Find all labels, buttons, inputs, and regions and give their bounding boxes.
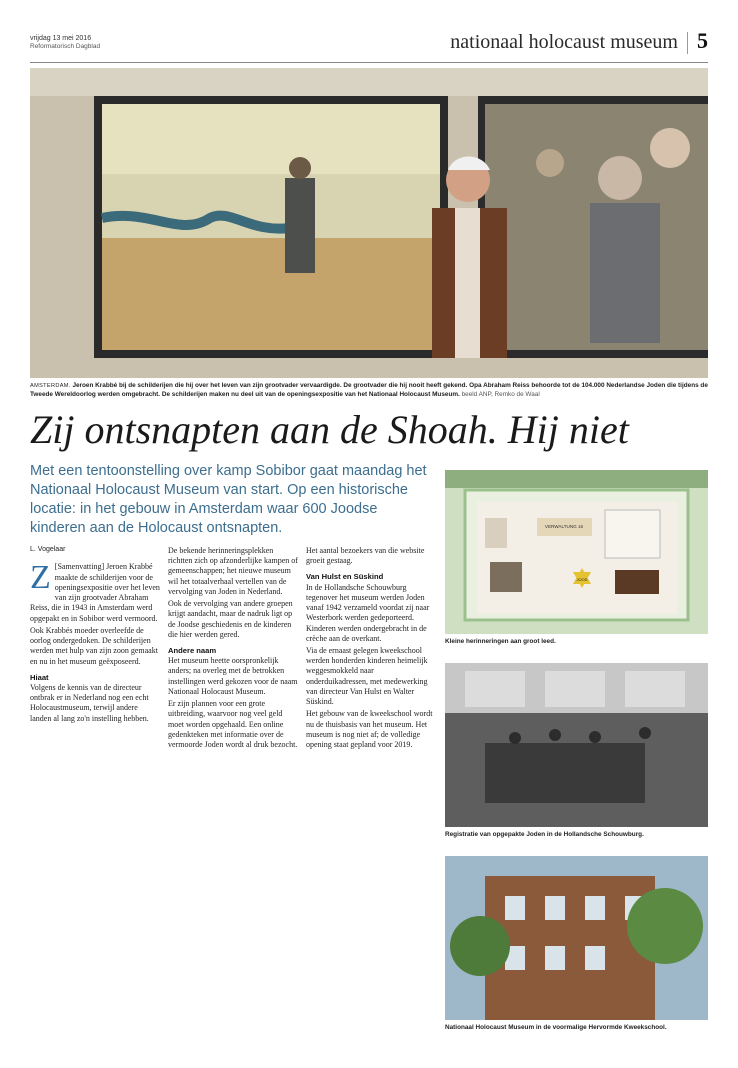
article-paragraph: Het aantal bezoekers van die website groeit gestaag. [306,546,425,566]
registration-illustration [445,663,708,827]
caption-text: Jeroen Krabbé bij de schilderijen die hij over het leven van zijn grootvader vervaardigde. De grootvader die hij nooit heeft gekend. Opa Abraham Reiss behoorde tot de 104.000 Nederlandse Joden die tijdens de Tweede Wereldoorlog werden omgebracht. De schilderijen maken nu deel uit van de openingsexpositie van het Nationaal Holocaust Museum. [30,382,708,399]
photo-caption-text: Registratie van opgepakte Joden in de Hollandsche Schouwburg. [445,831,644,838]
photo-building [445,856,708,1020]
article-column-2 [168,546,298,752]
article-paragraph: In de Hollandsche Schouwburg tegenover het museum werden Joden vanaf 1942 verzameld voordat zij naar Westerbork werden gedeporteerd. Kinderen werden ondergebracht in de crèche aan de overkant. [306,582,430,643]
showcase-illustration [445,470,708,634]
intro: Met een tentoonstelling over kamp Sobibor gaat maandag het Nationaal Holocaust Museum van start. Op een historische locatie: in het gebouw in Amsterdam waar 600 Joodse kinderen aan de Holocaust ontsnapten. [30,463,427,536]
subheading-hiaat: Hiaat [30,672,49,682]
photo-caption [445,1023,708,1032]
photo-caption [445,830,708,839]
photo-caption-text: Kleine herinneringen aan groot leed. [445,638,556,645]
article-text: [Samenvatting] Jeroen Krabbé maakte de schilderijen voor de openingsexpositie over het leven van zijn grootvader Abraham Reiss, die in 1943 in Amsterdam werd opgepakt en in Sobibor werd vermoord. [30,562,160,623]
caption-place: AMSTERDAM. [30,383,71,389]
masthead [30,30,708,64]
main-photo [30,68,708,378]
exhibit-label-b: JOOD [576,577,588,582]
main-photo-caption [30,381,708,400]
byline: L. Vogelaar [30,546,66,553]
subheading-van-hulst: Van Hulst en Süskind [306,572,384,582]
newspaper-name: Reformatorisch Dagblad [30,43,101,50]
article-paragraph: Ook de vervolging van andere groepen krijgt aandacht, maar de nadruk ligt op de Joodse geschiedenis en de kinderen die hier werden gered. [168,599,293,639]
issue-date: vrijdag 13 mei 2016 [30,35,92,42]
subheading-andere-naam: Andere naam [168,646,217,656]
photo-caption [445,637,708,646]
article-paragraph: De bekende herinneringsplekken richtten zich op afzonderlijke kampen of gemeenschappen; het nieuwe museum wil het totaalverhaal vertellen van de vervolging van Joden in Nederland. [168,546,298,596]
page-number: 5 [697,28,708,53]
article-paragraph: Het gebouw van de kweekschool wordt nu de thuisbasis van het museum. Het museum is nog niet af; de volledige opening staat gepland voor 2019. [306,709,433,750]
exhibit-label-a: VERWALTUNG 16 [544,524,584,529]
building-illustration [445,856,708,1020]
painted-figure [285,178,315,273]
article-column-3 [306,546,436,752]
photo-caption-text: Nationaal Holocaust Museum in de voormalige Hervormde Kweekschool. [445,1024,667,1031]
main-photo-illustration [30,68,708,378]
article-paragraph [30,559,160,623]
masthead-divider [687,32,688,54]
photo-registration [445,663,708,827]
masthead-rule [30,62,708,63]
article-paragraph: Via de ernaast gelegen kweekschool werden honderden kinderen heimelijk weggesmokkeld naar onderduikadressen, met medewerking van directeur Van Hulst en Walter Süskind. [306,645,428,707]
section-title: nationaal holocaust museum [450,31,678,53]
article-paragraph: Er zijn plannen voor een grote uitbreiding, waarvoor nog veel geld moet worden opgehaald. Een online gedenkteken met informatie over de vermoorde Joden wordt al druk bezocht. [168,699,298,750]
article-paragraph: Volgens de kennis van de directeur ontbrak er in Nederland nog een echt Holocaustmuseum, terwijl andere landen al lang zo'n instelling hebben. [30,682,149,723]
caption-credit: beeld ANP, Remko de Waal [461,391,540,399]
article-column-1 [30,546,160,726]
photo-showcase [445,470,708,634]
article-paragraph: Ook Krabbés moeder overleefde de oorlog ondergedoken. De schilderijen werden met hulp van zijn zoon gemaakt en nu in het museum geëxposeerd. [30,625,158,666]
dropcap: Z [30,559,51,597]
headline: Zij ontsnapten aan de Shoah. Hij niet [30,407,629,452]
article-paragraph: Het museum heette oorspronkelijk anders; na overleg met de betrokken instellingen werd gekozen voor de naam Nationaal Holocaust Museum. [168,656,298,696]
